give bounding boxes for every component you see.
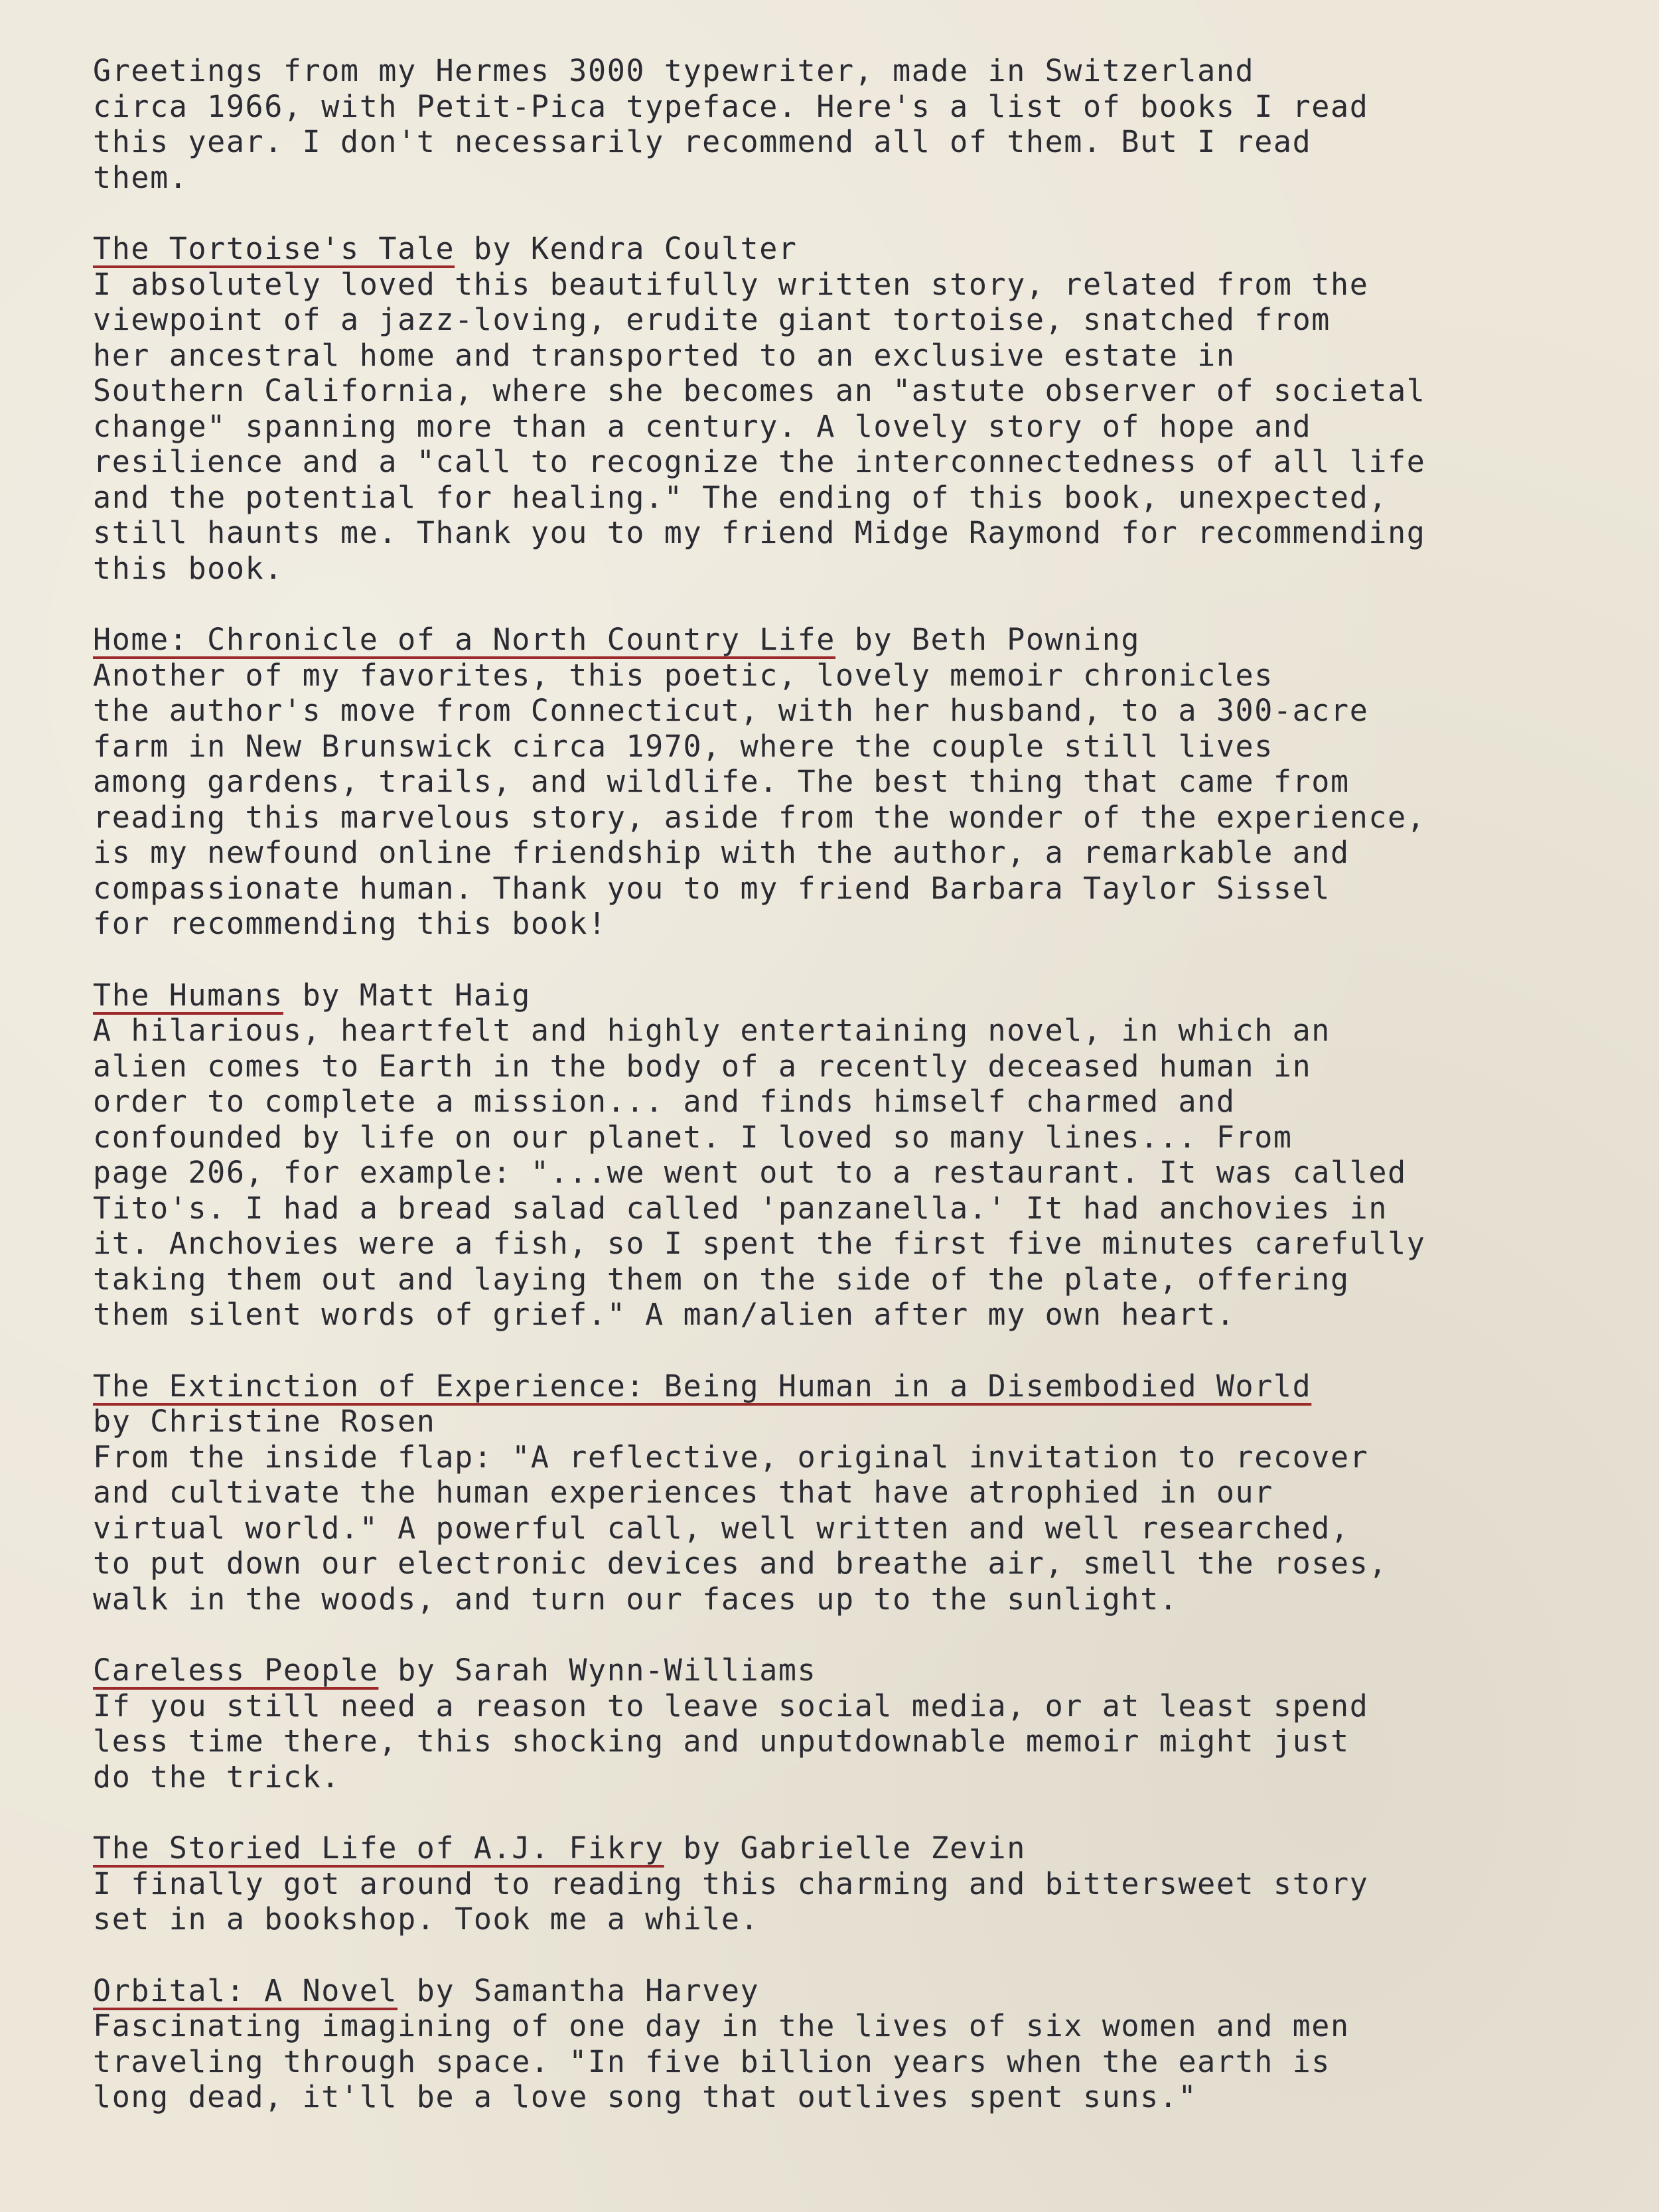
book-text-line: set in a bookshop. Took me a while. <box>93 1901 760 1937</box>
book-text-line: taking them out and laying them on the side of the plate, offering <box>93 1261 1350 1297</box>
book-text-line: virtual world." A powerful call, well written and well researched, <box>93 1510 1350 1546</box>
book-title: The Extinction of Experience: Being Human in a Disembodied World <box>93 1368 1312 1404</box>
book-text-line: confounded by life on our planet. I loved so many lines... From <box>93 1119 1293 1155</box>
book-text-line: to put down our electronic devices and breathe air, smell the roses, <box>93 1546 1388 1581</box>
book-heading <box>93 1368 1579 1404</box>
intro-line: circa 1966, with Petit-Pica typeface. Here's a list of books I read <box>93 88 1369 124</box>
book-text-line: by Christine Rosen <box>93 1404 436 1439</box>
book-title: Orbital: A Novel <box>93 1972 398 2008</box>
book-text-line: If you still need a reason to leave social media, or at least spend <box>93 1688 1369 1724</box>
book-text-line: less time there, this shocking and unputdownable memoir might just <box>93 1724 1350 1759</box>
book-text-line: long dead, it'll be a love song that outlives spent suns." <box>93 2079 1198 2114</box>
book-byline: by Kendra Coulter <box>455 231 798 266</box>
intro-line: Greetings from my Hermes 3000 typewriter, made in Switzerland <box>93 53 1255 88</box>
book-text-line: farm in New Brunswick circa 1970, where the couple still lives <box>93 728 1273 764</box>
book-heading <box>93 1973 1579 2009</box>
book-text-line: compassionate human. Thank you to my friend Barbara Taylor Sissel <box>93 870 1331 906</box>
book-text-line: and cultivate the human experiences that have atrophied in our <box>93 1475 1273 1510</box>
book-text-line: Southern California, where she becomes an "astute observer of societal <box>93 373 1426 408</box>
book-text-line: the author's move from Connecticut, with her husband, to a 300-acre <box>93 693 1369 728</box>
book-text-line: I finally got around to reading this charming and bittersweet story <box>93 1866 1369 1901</box>
book-text-line: Tito's. I had a bread salad called 'panzanella.' It had anchovies in <box>93 1190 1388 1226</box>
book-heading <box>93 1653 1579 1688</box>
book-text-line: and the potential for healing." The ending of this book, unexpected, <box>93 479 1388 515</box>
book-heading <box>93 978 1579 1013</box>
book-text-line: it. Anchovies were a fish, so I spent the first five minutes carefully <box>93 1226 1426 1261</box>
book-text-line: them silent words of grief." A man/alien after my own heart. <box>93 1297 1236 1332</box>
book-text-line: Fascinating imagining of one day in the lives of six women and men <box>93 2008 1350 2043</box>
book-entry <box>93 231 1579 586</box>
book-text-line: walk in the woods, and turn our faces up to the sunlight. <box>93 1581 1179 1617</box>
book-text-line: still haunts me. Thank you to my friend Midge Raymond for recommending <box>93 515 1426 550</box>
book-byline: by Gabrielle Zevin <box>664 1830 1026 1866</box>
book-text-line: this book. <box>93 550 283 586</box>
intro-paragraph <box>93 53 1579 195</box>
book-text-line: Another of my favorites, this poetic, lovely memoir chronicles <box>93 657 1273 693</box>
book-text-line: I absolutely loved this beautifully written story, related from the <box>93 266 1369 302</box>
book-title: Home: Chronicle of a North Country Life <box>93 622 835 657</box>
intro-line: them. <box>93 159 188 195</box>
book-text-line: viewpoint of a jazz-loving, erudite giant tortoise, snatched from <box>93 302 1331 337</box>
book-byline: by Matt Haig <box>283 977 531 1013</box>
book-heading <box>93 1830 1579 1866</box>
book-text-line: page 206, for example: "...we went out to a restaurant. It was called <box>93 1155 1407 1190</box>
book-title: The Humans <box>93 977 283 1013</box>
book-entry <box>93 1830 1579 1937</box>
book-entry <box>93 978 1579 1333</box>
book-entry <box>93 1368 1579 1617</box>
book-text-line: reading this marvelous story, aside from the wonder of the experience, <box>93 799 1426 835</box>
book-heading <box>93 622 1579 658</box>
book-text-line: her ancestral home and transported to an exclusive estate in <box>93 337 1236 373</box>
book-entry <box>93 622 1579 942</box>
book-title: Careless People <box>93 1653 379 1688</box>
book-text-line: order to complete a mission... and finds himself charmed and <box>93 1084 1236 1119</box>
book-entry <box>93 1653 1579 1795</box>
book-text-line: resilience and a "call to recognize the interconnectedness of all life <box>93 444 1426 479</box>
book-title: The Storied Life of A.J. Fikry <box>93 1830 664 1866</box>
book-heading <box>93 231 1579 267</box>
book-text-line: do the trick. <box>93 1759 340 1795</box>
book-text-line: From the inside flap: "A reflective, original invitation to recover <box>93 1439 1369 1475</box>
book-byline: by Beth Powning <box>835 622 1141 657</box>
book-text-line: among gardens, trails, and wildlife. The best thing that came from <box>93 764 1350 799</box>
book-byline: by Sarah Wynn-Williams <box>378 1653 817 1688</box>
book-text-line: traveling through space. "In five billion years when the earth is <box>93 2043 1331 2079</box>
book-byline: by Samantha Harvey <box>397 1972 760 2008</box>
book-text-line: alien comes to Earth in the body of a recently deceased human in <box>93 1048 1312 1084</box>
book-text-line: for recommending this book! <box>93 906 607 941</box>
book-entry <box>93 1973 1579 2115</box>
book-title: The Tortoise's Tale <box>93 231 455 266</box>
book-text-line: A hilarious, heartfelt and highly entertaining novel, in which an <box>93 1013 1331 1048</box>
book-text-line: change" spanning more than a century. A lovely story of hope and <box>93 408 1312 444</box>
book-text-line: is my newfound online friendship with the author, a remarkable and <box>93 835 1350 870</box>
intro-line: this year. I don't necessarily recommend all of them. But I read <box>93 124 1312 159</box>
